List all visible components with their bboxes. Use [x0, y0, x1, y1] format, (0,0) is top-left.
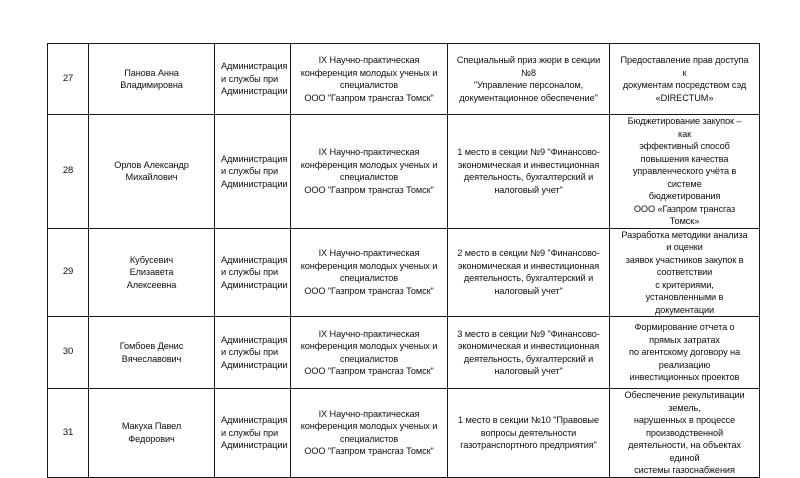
- participant-name-cell: Орлов Александр Михайлович: [89, 115, 215, 229]
- event-cell: IX Научно-практическая конференция молодых ученых и специалистов ООО "Газпром трансгаз Томск": [291, 115, 448, 229]
- table-row: [48, 317, 760, 389]
- department-cell: Администрация и службы при Администрации: [215, 317, 291, 389]
- department-cell: Администрация и службы при Администрации: [215, 228, 291, 317]
- row-number-cell: 31: [48, 389, 89, 478]
- award-cell: 1 место в секции №10 "Правовые вопросы деятельности газотранспортного предприятия": [448, 389, 610, 478]
- department-cell: Администрация и службы при Администрации: [215, 115, 291, 229]
- table-row: [48, 115, 760, 229]
- award-cell: 2 место в секции №9 "Финансово- экономическая и инвестиционная деятельность, бухгалтерский и налоговый учет": [448, 228, 610, 317]
- participant-name-cell: Гомбоев Денис Вячеславович: [89, 317, 215, 389]
- participant-name-cell: Панова Анна Владимировна: [89, 44, 215, 115]
- award-cell: 1 место в секции №9 "Финансово- экономическая и инвестиционная деятельность, бухгалтерский и налоговый учет": [448, 115, 610, 229]
- table-row: [48, 389, 760, 478]
- topic-cell: Формирование отчета о прямых затратах по агентскому договору на реализацию инвестиционных проектов: [610, 317, 760, 389]
- topic-cell: Разработка методики анализа и оценки заявок участников закупок в соответствии с критериями, установленными в документации: [610, 228, 760, 317]
- table-row: [48, 44, 760, 115]
- topic-cell: Обеспечение рекультивации земель, нарушенных в процессе производственной деятельности, на объектах единой системы газоснабжения: [610, 389, 760, 478]
- document-page: [47, 43, 759, 478]
- award-cell: 3 место в секции №9 "Финансово- экономическая и инвестиционная деятельность, бухгалтерский и налоговый учет": [448, 317, 610, 389]
- participant-name-cell: Макуха Павел Федорович: [89, 389, 215, 478]
- participant-name-cell: Кубусевич Елизавета Алексеевна: [89, 228, 215, 317]
- event-cell: IX Научно-практическая конференция молодых ученых и специалистов ООО "Газпром трансгаз Томск": [291, 228, 448, 317]
- row-number-cell: 30: [48, 317, 89, 389]
- awards-table: [47, 43, 760, 478]
- department-cell: Администрация и службы при Администрации: [215, 389, 291, 478]
- department-cell: Администрация и службы при Администрации: [215, 44, 291, 115]
- topic-cell: Бюджетирование закупок – как эффективный способ повышения качества управленческого учёта в системе бюджетирования ООО «Газпром трансгаз Томск»: [610, 115, 760, 229]
- table-row: [48, 228, 760, 317]
- event-cell: IX Научно-практическая конференция молодых ученых и специалистов ООО "Газпром трансгаз Томск": [291, 389, 448, 478]
- event-cell: IX Научно-практическая конференция молодых ученых и специалистов ООО "Газпром трансгаз Томск": [291, 317, 448, 389]
- row-number-cell: 29: [48, 228, 89, 317]
- award-cell: Специальный приз жюри в секции №8 "Управление персоналом, документационное обеспечение": [448, 44, 610, 115]
- row-number-cell: 28: [48, 115, 89, 229]
- topic-cell: Предоставление прав доступа к документам посредством сэд «DIRECTUM»: [610, 44, 760, 115]
- event-cell: IX Научно-практическая конференция молодых ученых и специалистов ООО "Газпром трансгаз Томск": [291, 44, 448, 115]
- row-number-cell: 27: [48, 44, 89, 115]
